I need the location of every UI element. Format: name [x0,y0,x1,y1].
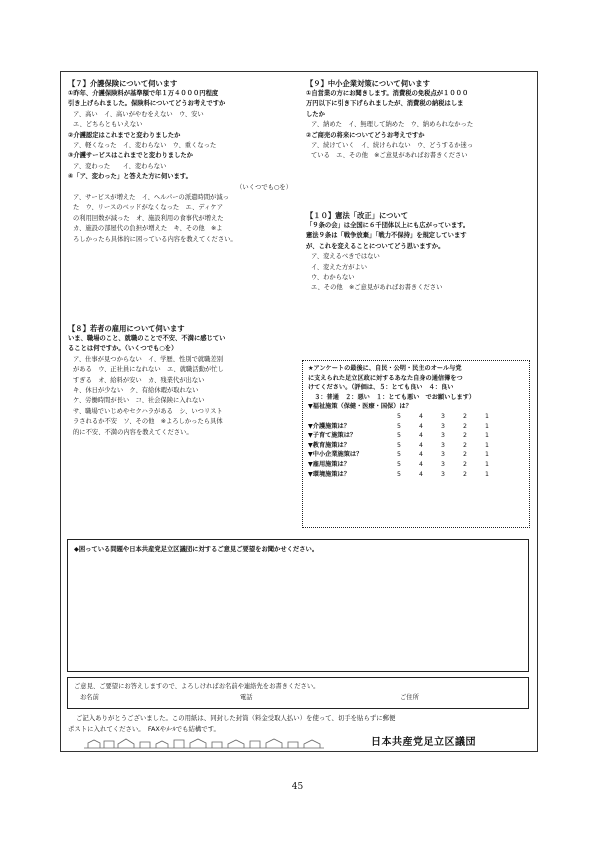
townscape-illustration [84,735,324,749]
footer-note [68,713,528,735]
section-q10-body [306,221,532,294]
section-q8-heading: 【８】若者の雇用について伺います [68,324,185,333]
text-line: ている エ、その他 ※ご意見があればお書きください [311,152,468,160]
text-line: の利用回数が減った オ、施設利用の食事代が増えた [73,214,224,222]
section-q10 [306,210,532,294]
survey-rows [308,402,524,479]
rating-option[interactable]: 1 [485,451,489,459]
section-q9-heading: 【９】中小企業対策について伺います [306,79,430,88]
text-line: ④「ア、変わった」と答えた方に伺います。 [68,173,192,181]
rating-option[interactable]: 5 [397,412,401,420]
text-line: ケ、労働時間が長い コ、社会保険に入れない [73,397,205,405]
survey-row-label: ▼子育て施策は？ [308,432,357,440]
text-line: エ、どちらともいえない [73,121,143,129]
rating-option[interactable]: 3 [441,460,445,468]
contact-fields [74,692,522,703]
text-line: したか [306,110,325,118]
text-line: ア、納めた イ、無理して納めた ウ、納められなかった [311,121,474,129]
survey-row-label: ▼教育施策は？ [308,441,350,449]
text-line: 憲法９条は「戦争放棄」「戦力不保持」を規定しています [306,232,467,240]
rating-option[interactable]: 1 [485,432,489,440]
name-field-label: お名前 [80,694,99,701]
text-line: 的に不安、不満の内容を教えてください。 [73,428,193,436]
text-line: 万円以下に引き下げられましたが、消費税の納税はしま [306,100,464,108]
opinion-label: ◆困っている問題や日本共産党足立区議団に対するご意見ご要望をお聞かせください。 [74,546,319,553]
rating-option[interactable]: 2 [463,441,467,449]
text-line: ②介護認定はこれまでと変わりましたか [68,131,181,139]
text-line: サ、職場でいじめやセクハラがある シ、いつリスト [73,407,223,415]
section-q9 [306,78,532,162]
rating-option[interactable]: 5 [397,460,401,468]
section-q7-body [68,89,296,245]
contact-box[interactable] [67,677,529,709]
survey-row-label: ▼環境施策は？ [308,470,350,478]
section-q10-heading: 【１０】憲法「改正」について [306,211,409,220]
rating-option[interactable]: 2 [463,422,467,430]
text-line: ア、変わった イ、変わらない [73,162,167,170]
text-line: カ、施設の部屋代の負担が増えた キ、その他 ※よ [73,225,223,233]
rating-option[interactable]: 2 [463,451,467,459]
section-q8-body [68,334,296,438]
survey-intro [308,364,524,402]
phone-field-label: 電話 [240,694,253,701]
survey-row-label [308,412,388,422]
address-field-label: ご住所 [400,694,419,701]
survey-row-label: ▼介護施策は？ [308,422,350,430]
rating-option[interactable]: 3 [441,470,445,478]
rating-option[interactable]: 2 [463,470,467,478]
rating-option[interactable]: 5 [397,441,401,449]
text-line: いま、職場のこと、就職のことで不安、不満に感じてい [68,335,226,342]
text-line: ア、高い イ、高いがやむをえない ウ、安い [73,110,204,118]
rating-option[interactable]: 4 [419,451,423,459]
organization-name: 日本共産党足立区議団 [371,737,476,748]
rating-option[interactable]: 5 [397,422,401,430]
page-number: 45 [291,782,304,792]
text-line: すぎる オ、給料が安い カ、残業代が出ない [73,376,205,384]
text-line: イ、変えた方がよい [311,263,368,271]
survey-row [308,402,524,412]
section-q7 [68,78,296,245]
rating-option[interactable]: 1 [485,441,489,449]
survey-row [308,470,524,480]
text-line: 引き上げられました。保険料についてどうお考えですか [68,100,226,108]
text-line: ①自営業の方にお聞きします。消費税の免税点が１０００ [306,90,469,97]
rating-option[interactable]: 1 [485,470,489,478]
text-line: ①昨年、介護保険料が基準額で年１万４０００円程度 [68,90,219,97]
text-line: 「９条の会」は全国に６千団体以上にも広がっています。 [306,222,470,229]
survey-row [308,412,524,422]
report-card-survey [302,360,530,528]
text-line: エ、その他 ※ご意見があればお書きください [311,284,443,292]
footer-line-1: ご記入ありがとうございました。この用紙は、同封した封筒（料金受取人払い）を使って、切手を貼らずに郵便 [76,714,396,722]
survey-row [308,422,524,432]
section-q7-heading: 【７】介護保険について伺います [68,79,178,88]
opinion-box[interactable] [67,539,529,672]
rating-option[interactable]: 3 [441,422,445,430]
text-line: がある ウ、正社員になれない エ、就職活動が忙し [73,366,224,374]
rating-option[interactable]: 4 [419,460,423,468]
rating-option[interactable]: 2 [463,412,467,420]
survey-row [308,441,524,451]
text-line: ★アンケートの最後に、自民・公明・民主のオール与党 [308,365,462,372]
rating-option[interactable]: 3 [441,432,445,440]
rating-option[interactable]: 4 [419,432,423,440]
rating-option[interactable]: 1 [485,460,489,468]
text-line: ろしかったら具体的に困っている内容を教えてください。 [73,235,237,243]
text-line: けてください。（評価は、５：とても良い ４：良い [308,384,454,392]
text-line: （いくつでも○を） [236,183,292,191]
text-line: ア、変えるべきではない [311,253,380,261]
text-line: に支えられた足立区政に対するあなた自身の通信簿をつ [308,374,463,382]
survey-row-label: ▼福祉施策（保健・医療・国保）は？ [308,403,412,411]
text-line: が、これを変えることについてどう思いますか。 [306,242,445,250]
rating-option[interactable]: 5 [397,451,401,459]
section-q9-body [306,89,532,162]
rating-option[interactable]: 5 [397,470,401,478]
text-line: ア、軽くなった イ、変わらない ウ、重くなった [73,142,217,150]
rating-option[interactable]: 4 [419,412,423,420]
rating-option[interactable]: 3 [441,451,445,459]
text-line: ③介護サービスはこれまでと変わりましたか [68,152,193,160]
rating-option[interactable]: 1 [485,422,489,430]
text-line: ることは何ですか。（いくつでも○を） [68,345,178,353]
text-line: ②ご商売の将来についてどうお考えですか [306,131,425,139]
rating-option[interactable]: 4 [419,470,423,478]
rating-option[interactable]: 2 [463,460,467,468]
text-line: ア、仕事が見つからない イ、学歴、性別で就職差別 [73,355,224,363]
text-line: ラされるか不安 ソ、その他 ※よろしかったら具体 [73,418,223,426]
text-line: ウ、わからない [311,274,355,282]
text-line: ３：普通 ２：悪い １：とても悪い でお願いします） [308,393,476,401]
text-line: ア、サービスが増えた イ、ヘルパーの派遣時間が減っ [73,194,229,202]
text-line: キ、休日が少ない ク、有給休暇が取れない [73,387,199,395]
rating-option[interactable]: 1 [485,412,489,420]
rating-option[interactable]: 3 [441,412,445,420]
survey-row-label: ▼中小企業施策は？ [308,451,363,459]
section-q8 [68,323,296,438]
contact-note: ご意見、ご要望にお答えしますので、よろしければお名前や連絡先をお書きください。 [74,683,320,690]
rating-option[interactable]: 2 [463,432,467,440]
rating-option[interactable]: 5 [397,432,401,440]
survey-row [308,460,524,470]
text-line: ア、続けていく イ、続けられない ウ、どうするか迷っ [311,142,474,150]
rating-option[interactable]: 4 [419,441,423,449]
footer-line-2: ポストに入れてください。 FAXやﾒｰﾙでも結構です。 [68,725,220,733]
rating-option[interactable]: 4 [419,422,423,430]
survey-row [308,431,524,441]
survey-row [308,450,524,460]
survey-row-label: ▼雇用施策は？ [308,460,350,468]
rating-option[interactable]: 3 [441,441,445,449]
text-line: た ウ、リースのベッドがなくなった エ、ディケア [73,204,223,212]
